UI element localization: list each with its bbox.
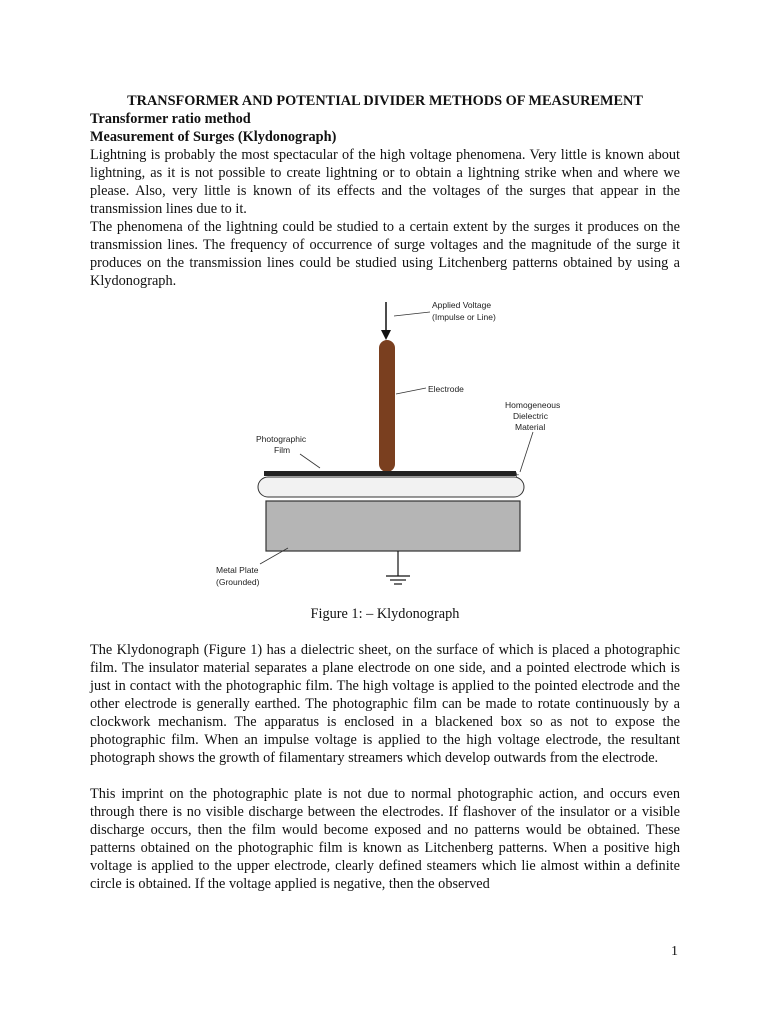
subsection-heading: Measurement of Surges (Klydonograph) — [90, 129, 337, 145]
paragraph-4: This imprint on the photographic plate is not due to normal photographic action, and occurs even through there is no visible discharge between the electrodes. If flashover of the insulator or a visible discharge occurs, then the film would become exposed and no patterns would be obtained. These patterns obtained on the photographic film is known as Litchenberg patterns. When a positive high voltage is applied to the upper electrode, clearly defined steamers which lie almost within a definite circle is obtained. If the voltage applied is negative, then the observed — [90, 786, 680, 892]
label-applied-voltage: Applied Voltage — [432, 302, 492, 310]
document-title: TRANSFORMER AND POTENTIAL DIVIDER METHODS OF MEASUREMENT — [127, 93, 643, 109]
electrode-rod — [379, 340, 395, 472]
leader-film — [300, 454, 320, 468]
label-dielectric: Dielectric — [513, 411, 548, 421]
leader-electrode — [396, 388, 426, 394]
figure-caption: Figure 1: – Klydonograph — [310, 606, 460, 622]
paragraph-2: The phenomena of the lightning could be studied to a certain extent by the surges it produces on the transmission lines. The frequency of occurrence of surge voltages and the magnitude of the surge it produces on the transmission lines could be studied using Litchenberg patterns obtained by using a Klydonograph. — [90, 219, 680, 289]
document-page — [90, 92, 680, 893]
label-homogeneous: Homogeneous — [505, 400, 561, 410]
label-metal-plate: Metal Plate — [216, 565, 259, 575]
klydonograph-diagram — [208, 302, 578, 594]
voltage-arrow-head — [381, 330, 391, 340]
paragraph-1: Lightning is probably the most spectacular of the high voltage phenomena. Very little is known about lightning, as it is not possible to create lightning or to obtain a lightning strike when and where we please. Also, very little is known of its effects and the voltages of the surges that appear in the transmission lines due to it. — [90, 147, 680, 217]
leader-dielectric — [520, 432, 533, 472]
page-number: 1 — [671, 944, 678, 959]
paragraph-3: The Klydonograph (Figure 1) has a dielectric sheet, on the surface of which is placed a photographic film. The insulator material separates a plane electrode on one side, and a pointed electrode which is just in contact with the photographic film. The high voltage is applied to the pointed electrode and the other electrode is generally earthed. The photographic film can be made to rotate continuously by a clockwork mechanism. The apparatus is enclosed in a blackened box so as not to expose the photographic film. When an impulse voltage is applied to the high voltage electrode, the resultant photograph shows the growth of filamentary streamers which develop outwards from the electrode. — [90, 642, 680, 766]
section-heading: Transformer ratio method — [90, 111, 251, 127]
klydonograph-figure — [208, 302, 578, 594]
label-grounded: (Grounded) — [216, 577, 260, 587]
label-material: Material — [515, 422, 546, 432]
metal-plate — [266, 501, 520, 551]
photographic-film — [264, 471, 516, 476]
dielectric-layer — [258, 477, 524, 497]
leader-voltage — [394, 312, 430, 316]
label-plus: + — [514, 470, 520, 480]
label-film: Film — [274, 445, 291, 455]
label-photographic: Photographic — [256, 434, 307, 444]
label-impulse-line: (Impulse or Line) — [432, 312, 496, 322]
label-electrode: Electrode — [428, 384, 464, 394]
